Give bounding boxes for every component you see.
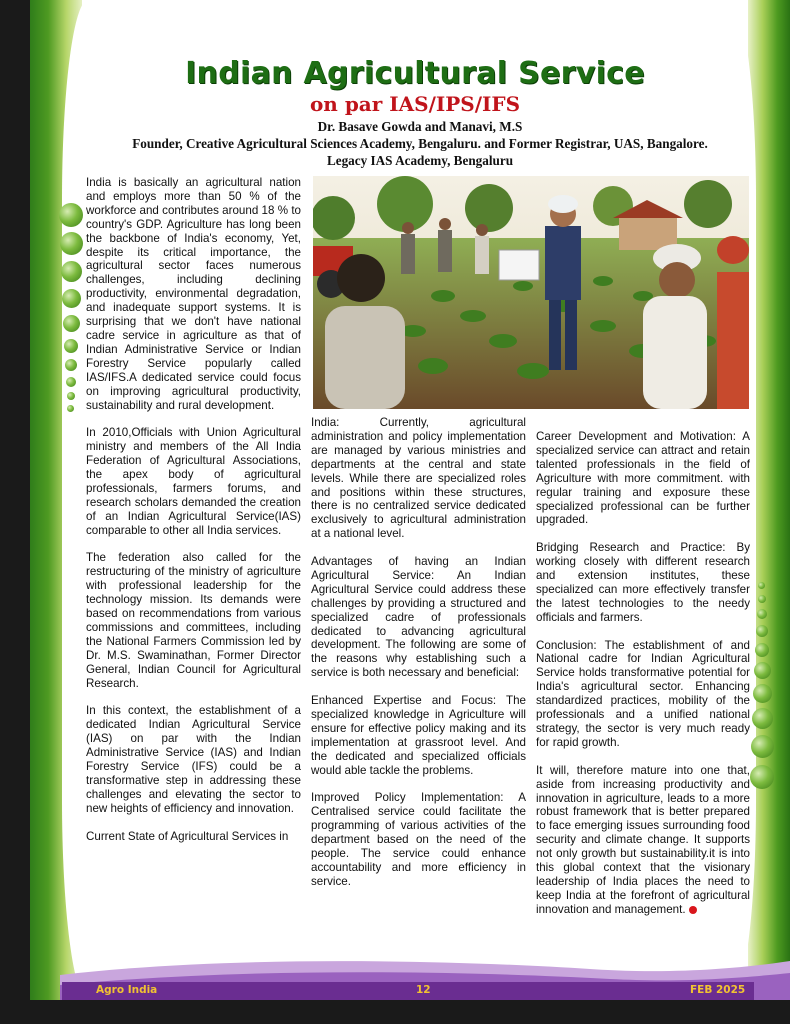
article-title: Indian Agricultural Service [185, 56, 645, 91]
paragraph: The federation also called for the restructuring of the ministry of agriculture with professional leadership for the technology mission. Its demands were based on recommendations from various commissions and committees, including the National Farmers Commission led by Dr. M.S. Swaminathan, Former Director General, Indian Council for Agricultural Research. [86, 551, 301, 690]
farm-scene-svg [313, 176, 749, 409]
footer-bar [62, 982, 754, 1000]
footer-issue-date: FEB 2025 [690, 984, 746, 996]
paragraph: Conclusion: The establishment of and National cadre for Indian Agricultural Service holds transformative potential for India's agricultural sector. Enhancing standardized practices, mobility of the professionals and a unified national strategy, the sector is very much ready for rapid growth. [536, 638, 750, 749]
article-column-1 [86, 176, 301, 857]
paragraph-text: It will, therefore mature into one that, aside from increasing productivity and innovation in agriculture, leads to a more robust framework that is better prepared to face emerging issues surrounding food security and climate change. It supports not only growth but sustainability.it is into this global context that the visionary leadership of India places the need to keep India at the forefront of agricultural innovation and management. [536, 763, 750, 916]
author-affiliation: Founder, Creative Agricultural Sciences Academy, Bengaluru. and Former Registrar, UAS, Bangalore. [132, 136, 708, 151]
paragraph: India is basically an agricultural nation and employs more than 50 % of the workforce and contributes around 18 % to country's GDP. Agriculture has long been the backbone of India's economy, Yet, despite its critical importance, the agricultural sector faces numerous challenges, including declining productivity, environmental degradation, and inadequate support systems. It is surprising that we don't have national cadre service in agriculture as that of Indian Administrative Service or Indian Forestry Service popularly called IAS/IFS.A dedicated service could focus on improving agricultural productivity, sustainability and rural development. [86, 176, 301, 412]
paragraph-end [536, 764, 750, 917]
footer-page-number: 12 [416, 984, 431, 996]
paragraph: Improved Policy Implementation: A Centralised service could facilitate the programming of various activities of the department based on the need of the people. The service could enhance accountability and more efficiency in service. [311, 791, 526, 888]
paragraph: Advantages of having an Indian Agricultural Service: An Indian Agricultural Service could address these challenges by providing a structured and specialized cadre of professionals dedicated to advancing agricultural development. The following are some of the reasons why establishing such a service is both necessary and beneficial: [311, 555, 526, 680]
paragraph: Bridging Research and Practice: By working closely with different research and extension institutes, these specialized can more effectively transfer the latest technologies to the needy officials and farmers. [536, 541, 750, 624]
paragraph: Current State of Agricultural Services in [86, 829, 289, 843]
author-academy: Legacy IAS Academy, Bengaluru [326, 153, 514, 168]
article-column-2 [311, 416, 526, 903]
paragraph: In 2010,Officials with Union Agricultural ministry and members of the All India Federation of Agricultural Associations, the apex body of agricultural professionals, farmers forums, and research scholars demanded the creation of an Indian Agricultural Service(IAS) comparable to other all India services. [86, 426, 301, 537]
farm-meeting-illustration [313, 176, 749, 409]
paragraph: In this context, the establishment of a dedicated Indian Agricultural Service (IAS) on par with the Indian Administrative Service (IAS) and Indian Forestry Service (IFS) could be a transformative step in addressing these challenges and elevating the sector to new heights of efficiency and innovation. [86, 704, 301, 815]
paragraph: Career Development and Motivation: A specialized service can attract and retain talented professionals in the field of Agriculture with more commitment. with regular training and exposure these specialized professional can be further upgraded. [536, 430, 750, 527]
article-column-3 [536, 430, 750, 931]
end-mark-icon [689, 906, 697, 914]
paragraph: Enhanced Expertise and Focus: The specialized knowledge in Agriculture will ensure for effective policy making and its implementation at grassroot level. And the dedicated and specialized officials would able tackle the problems. [311, 694, 526, 777]
article-subtitle: on par IAS/IPS/IFS [309, 92, 521, 116]
footer-magazine-name: Agro India [96, 984, 158, 996]
author-names: Dr. Basave Gowda and Manavi, M.S [317, 119, 523, 134]
paragraph: India: Currently, agricultural administration and policy implementation are managed by various ministries and departments at the central and state levels. While there are specialized roles and positions within these structures, there is no centralized service dedicated exclusively to agricultural administration at a national level. [311, 416, 526, 541]
